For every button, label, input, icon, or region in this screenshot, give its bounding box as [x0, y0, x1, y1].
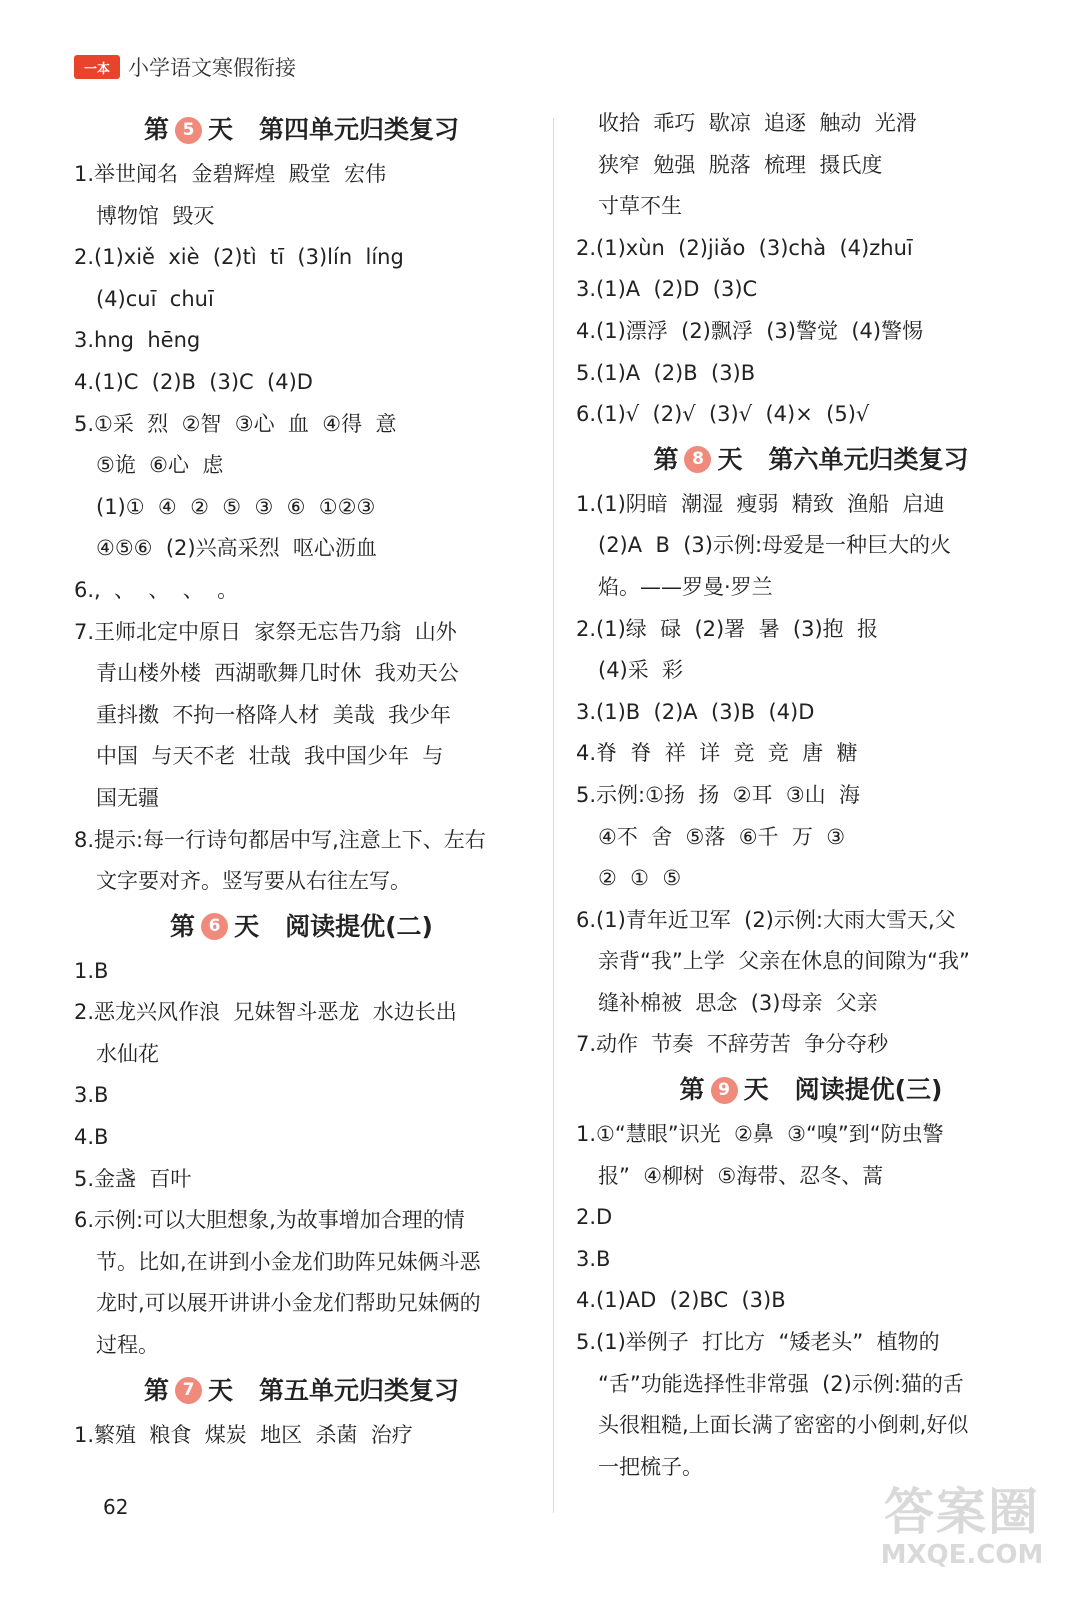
answer-line: 收拾 乖巧 歇凉 追逐 触动 光滑 [598, 111, 917, 135]
day-number-badge: 9 [711, 1077, 738, 1104]
answer-line: 中国 与天不老 壮哉 我中国少年 与 [96, 744, 444, 769]
day-number-badge: 8 [684, 446, 711, 473]
answer-line: “舌”功能选择性非常强 (2)示例:猫的舌 [598, 1371, 964, 1396]
answer-line: 3.hng hēng [74, 328, 201, 353]
day-number-badge: 7 [175, 1377, 202, 1404]
answer-line: 5.示例:①扬 扬 ②耳 ③山 海 [576, 782, 860, 807]
answer-line: ② ① ⑤ [598, 866, 682, 891]
answer-line: 缝补棉被 思念 (3)母亲 父亲 [598, 990, 878, 1015]
section-heading-day7 [74, 1367, 529, 1415]
brand-logo: 一本 [74, 55, 120, 79]
answer-line: ⑤诡 ⑥心 虑 [96, 453, 224, 478]
day-suffix: 天 [207, 1375, 233, 1405]
answer-line: 3.B [576, 1246, 611, 1271]
day-prefix: 第 [143, 1375, 169, 1405]
answer-line: 2.(1)绿 碌 (2)署 暑 (3)抱 报 [576, 616, 879, 641]
answer-line: 6.(1)青年近卫军 (2)示例:大雨大雪天,父 [576, 907, 956, 932]
answer-line: (4)采 彩 [598, 658, 684, 683]
answer-line: ④⑤⑥ (2)兴高采烈 呕心沥血 [96, 536, 377, 561]
answer-line: 5.金盏 百叶 [74, 1166, 192, 1191]
answer-line: 1.B [74, 958, 109, 983]
section-heading-day8 [576, 436, 1046, 484]
answer-line: 国无疆 [96, 785, 159, 810]
answer-line: 5.①采 烈 ②智 ③心 血 ④得 意 [74, 411, 397, 436]
answer-line: 4.(1)漂浮 (2)飘浮 (3)警觉 (4)警惕 [576, 318, 924, 343]
day-prefix: 第 [653, 444, 679, 474]
page-header [74, 52, 296, 82]
section-title: 阅读提优(三) [794, 1075, 943, 1105]
section-title: 阅读提优(二) [285, 911, 433, 941]
answer-line: 头很粗糙,上面长满了密密的小倒刺,好似 [598, 1413, 969, 1438]
answer-line: 水仙花 [96, 1041, 159, 1066]
answer-line: 4.(1)AD (2)BC (3)B [576, 1288, 786, 1313]
day-suffix: 天 [717, 444, 743, 474]
answer-line: 1.举世闻名 金碧辉煌 殿堂 宏伟 [74, 162, 387, 186]
answer-line: 博物馆 毁灭 [96, 203, 215, 228]
answer-line: 1.(1)阴暗 潮湿 瘦弱 精致 渔船 启迪 [576, 491, 945, 516]
answer-line: 一把梳子。 [598, 1454, 703, 1479]
watermark-text: 答案圈 [884, 1483, 1040, 1541]
day-suffix: 天 [234, 911, 260, 941]
day-number-badge: 6 [201, 913, 228, 940]
answer-line: 6.(1)√ (2)√ (3)√ (4)× (5)√ [576, 402, 870, 427]
answer-line: 4.(1)C (2)B (3)C (4)D [74, 369, 313, 394]
answer-line: 焰。——罗曼·罗兰 [598, 574, 773, 599]
day-suffix: 天 [207, 115, 233, 144]
day-prefix: 第 [143, 115, 169, 144]
page-number: 62 [103, 1495, 129, 1519]
answer-line: 6.示例:可以大胆想象,为故事增加合理的情 [74, 1208, 465, 1233]
answer-line: (2)A B (3)示例:母爱是一种巨大的火 [598, 533, 952, 558]
answer-line: 8.提示:每一行诗句都居中写,注意上下、左右 [74, 827, 486, 852]
column-divider [553, 118, 554, 1513]
section-heading-day9 [576, 1066, 1046, 1114]
watermark-logo [876, 1483, 1048, 1579]
day-prefix: 第 [170, 911, 196, 941]
answer-line: 6., 、 、 、 。 [74, 577, 239, 602]
answer-line: 节。比如,在讲到小金龙们助阵兄妹俩斗恶 [96, 1249, 481, 1274]
answer-line: (1)① ④ ② ⑤ ③ ⑥ ①②③ [96, 494, 376, 519]
answer-line: 文字要对齐。竖写要从右往左写。 [96, 869, 411, 894]
right-column [576, 103, 1046, 1488]
answer-line: 2.D [576, 1205, 613, 1230]
answer-line: 3.B [74, 1083, 109, 1108]
section-title: 第五单元归类复习 [259, 1375, 460, 1405]
answer-line: 寸草不生 [598, 194, 682, 219]
answer-line: 4.脊 脊 祥 详 竞 竞 唐 糖 [576, 741, 858, 766]
answer-line: 狭窄 勉强 脱落 梳理 摄氏度 [598, 152, 883, 177]
answer-line: 5.(1)举例子 打比方 “矮老头” 植物的 [576, 1330, 940, 1355]
answer-line: 过程。 [96, 1333, 159, 1358]
answer-line: ④不 舍 ⑤落 ⑥千 万 ③ [598, 824, 846, 849]
answer-line: 5.(1)A (2)B (3)B [576, 360, 756, 385]
answer-line: 4.B [74, 1125, 109, 1150]
answer-line: 龙时,可以展开讲讲小金龙们帮助兄妹俩的 [96, 1291, 481, 1316]
section-title: 第四单元归类复习 [259, 115, 460, 144]
answer-line: 1.①“慧眼”识光 ②鼻 ③“嗅”到“防虫警 [576, 1122, 944, 1147]
left-column [74, 106, 529, 1456]
answer-line: 7.动作 节奏 不辞劳苦 争分夺秒 [576, 1032, 889, 1057]
watermark-url: MXQE.COM [880, 1540, 1044, 1570]
answer-line: 2.恶龙兴风作浪 兄妹智斗恶龙 水边长出 [74, 1000, 457, 1025]
day-number-badge: 5 [175, 117, 202, 144]
book-title: 小学语文寒假衔接 [128, 56, 296, 80]
section-title: 第六单元归类复习 [768, 444, 969, 474]
answer-line: 3.(1)A (2)D (3)C [576, 277, 758, 302]
answer-line: 2.(1)xùn (2)jiǎo (3)chà (4)zhuī [576, 235, 913, 260]
answer-line: 青山楼外楼 西湖歌舞几时休 我劝天公 [96, 661, 459, 686]
answer-line: (4)cuī chuī [96, 286, 214, 311]
section-heading-day6 [74, 903, 529, 951]
answer-line: 报” ④柳树 ⑤海带、忍冬、蒿 [598, 1163, 884, 1188]
answer-line: 1.繁殖 粮食 煤炭 地区 杀菌 治疗 [74, 1422, 413, 1447]
answer-line: 7.王师北定中原日 家祭无忘告乃翁 山外 [74, 619, 457, 644]
day-suffix: 天 [743, 1075, 769, 1105]
day-prefix: 第 [679, 1075, 705, 1105]
answer-line: 3.(1)B (2)A (3)B (4)D [576, 699, 815, 724]
answer-line: 重抖擞 不拘一格降人材 美哉 我少年 [96, 702, 452, 727]
answer-line: 2.(1)xiě xiè (2)tì tī (3)lín líng [74, 245, 404, 270]
answer-line: 亲背“我”上学 父亲在休息的间隙为“我” [598, 949, 970, 974]
section-heading-day5 [74, 106, 529, 154]
